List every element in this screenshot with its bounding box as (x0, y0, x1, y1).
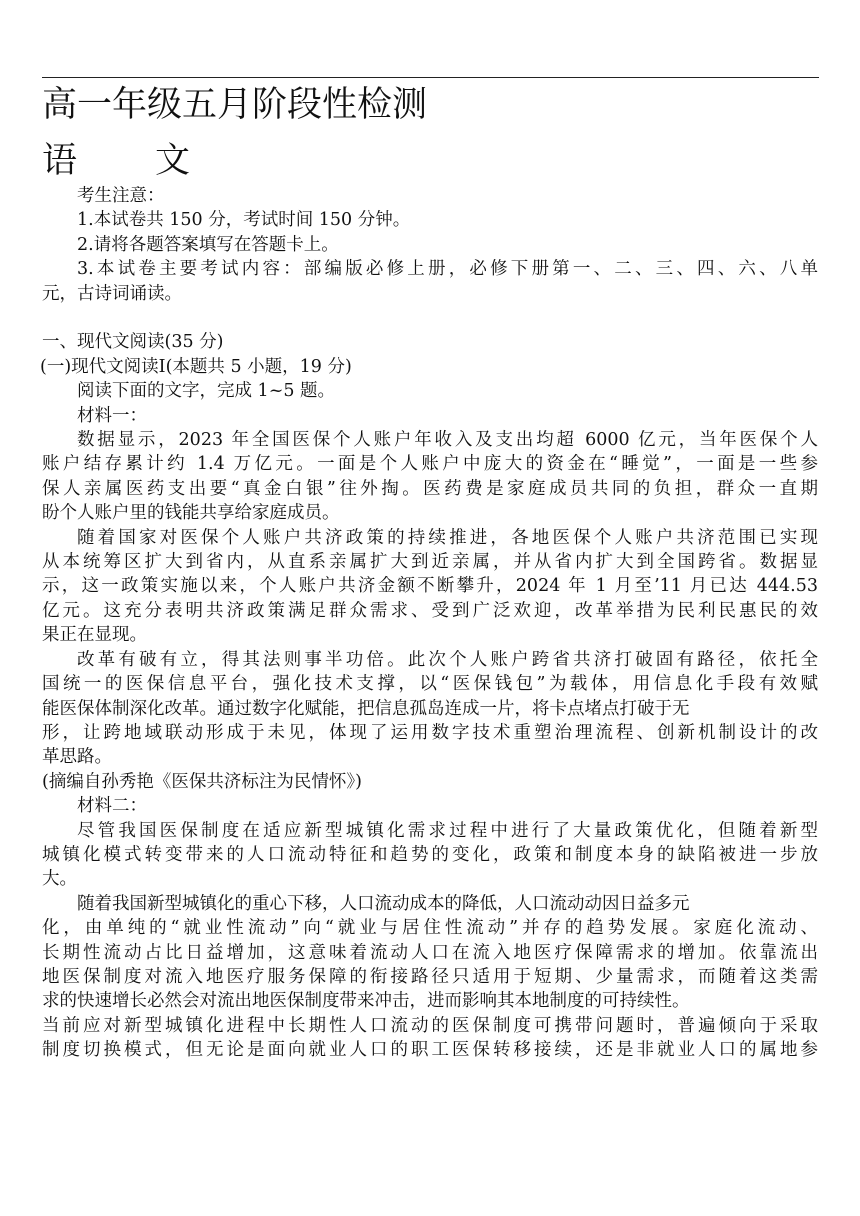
text-line: 尽管我国医保制度在适应新型城镇化需求过程中进行了大量政策优化，但随着新型 (77, 820, 818, 841)
source-citation: (摘编自孙秀艳《医保共济标注为民情怀》) (42, 771, 362, 792)
part-title: (一)现代文阅读Ⅰ(本题共 5 小题，19 分) (40, 356, 352, 377)
notice-item: 1.本试卷共 150 分，考试时间 150 分钟。 (77, 210, 411, 231)
text-line: 国统一的医保信息平台，强化技术支撑，以“医保钱包”为载体，用信息化手段有效赋 (42, 674, 818, 695)
paragraph (42, 1014, 818, 1063)
text-line: 亿元。这充分表明共济政策满足群众需求、受到广泛欢迎，改革举措为民利民惠民的效 (42, 600, 818, 621)
material-label: 材料一： (77, 405, 147, 426)
text-line: 随着国家对医保个人账户共济政策的持续推进，各地医保个人账户共济范围已实现 (77, 527, 818, 548)
text-line: 改革有破有立，得其法则事半功倍。此次个人账户跨省共济打破固有路径，依托全 (77, 649, 818, 670)
text-line: 3.本试卷主要考试内容：部编版必修上册，必修下册第一、二、三、四、六、八单 (77, 259, 818, 280)
text-line: 随着我国新型城镇化的重心下移，人口流动成本的降低，人口流动动因日益多元 (77, 893, 690, 914)
paragraph (42, 892, 818, 1014)
subject-char: 语 (42, 141, 78, 181)
material-label: 材料二： (77, 796, 147, 817)
text-line: 化，由单纯的“就业性流动”向“就业与居住性流动”并存的趋势发展。家庭化流动、 (42, 918, 818, 939)
text-line: 能医保体制深化改革。通过数字化赋能，把信息孤岛连成一片，将卡点堵点打破于无 (42, 698, 690, 719)
text-line: 长期性流动占比日益增加，这意味着流动人口在流入地医疗保障需求的增加。依靠流出 (42, 942, 818, 963)
text-line: 制度切换模式，但无论是面向就业人口的职工医保转移接续，还是非就业人口的属地参 (42, 1040, 818, 1061)
document-body (42, 184, 818, 1063)
notice-item (42, 257, 818, 281)
text-line: 当前应对新型城镇化进程中长期性人口流动的医保制度可携带问题时，普遍倾向于采取 (42, 1015, 818, 1036)
text-line: 革思路。 (42, 747, 112, 768)
text-line: 果正在显现。 (42, 625, 147, 646)
notice-item-continued: 元，古诗词诵读。 (42, 283, 182, 304)
subject-title (42, 138, 190, 184)
paragraph (42, 819, 818, 892)
text-line: 数据显示，2023 年全国医保个人账户年收入及支出均超 6000 亿元，当年医保个人 (77, 430, 818, 451)
instruction: 阅读下面的文字，完成 1~5 题。 (77, 381, 336, 402)
text-line: 盼个人账户里的钱能共享给家庭成员。 (42, 503, 340, 524)
text-line: 形，让跨地域联动形成于未见，体现了运用数字技术重塑治理流程、创新机制设计的改 (42, 722, 818, 743)
paragraph (42, 648, 818, 770)
notice-heading: 考生注意： (77, 186, 165, 206)
text-line: 保人亲属医药支出要“真金白银”往外掏。医药费是家庭成员共同的负担，群众一直期 (42, 478, 818, 499)
text-line: 求的快速增长必然会对流出地医保制度带来冲击，进而影响其本地制度的可持续性。 (42, 991, 690, 1012)
notice-item: 2.请将各题答案填写在答题卡上。 (77, 234, 339, 255)
paragraph (42, 428, 818, 526)
section-title: 一、现代文阅读(35 分) (42, 332, 224, 353)
text-line: 城镇化模式转变带来的人口流动特征和趋势的变化，政策和制度本身的缺陷被进一步放 (42, 844, 818, 865)
subject-char: 文 (155, 141, 191, 181)
exam-title: 高一年级五月阶段性检测 (42, 85, 428, 125)
text-line: 账户结存累计约 1.4 万亿元。一面是个人账户中庞大的资金在“睡觉”，一面是一些参 (42, 454, 818, 475)
paragraph (42, 526, 818, 648)
header-rule (42, 77, 819, 78)
text-line: 大。 (42, 869, 77, 890)
text-line: 从本统筹区扩大到省内，从直系亲属扩大到近亲属，并从省内扩大到全国跨省。数据显 (42, 552, 818, 573)
text-line: 示，这一政策实施以来，个人账户共济金额不断攀升，2024 年 1 月至’11 月已达 444.53 (42, 576, 818, 597)
text-line: 地医保制度对流入地医疗服务保障的衔接路径只适用于短期、少量需求，而随着这类需 (42, 966, 818, 987)
